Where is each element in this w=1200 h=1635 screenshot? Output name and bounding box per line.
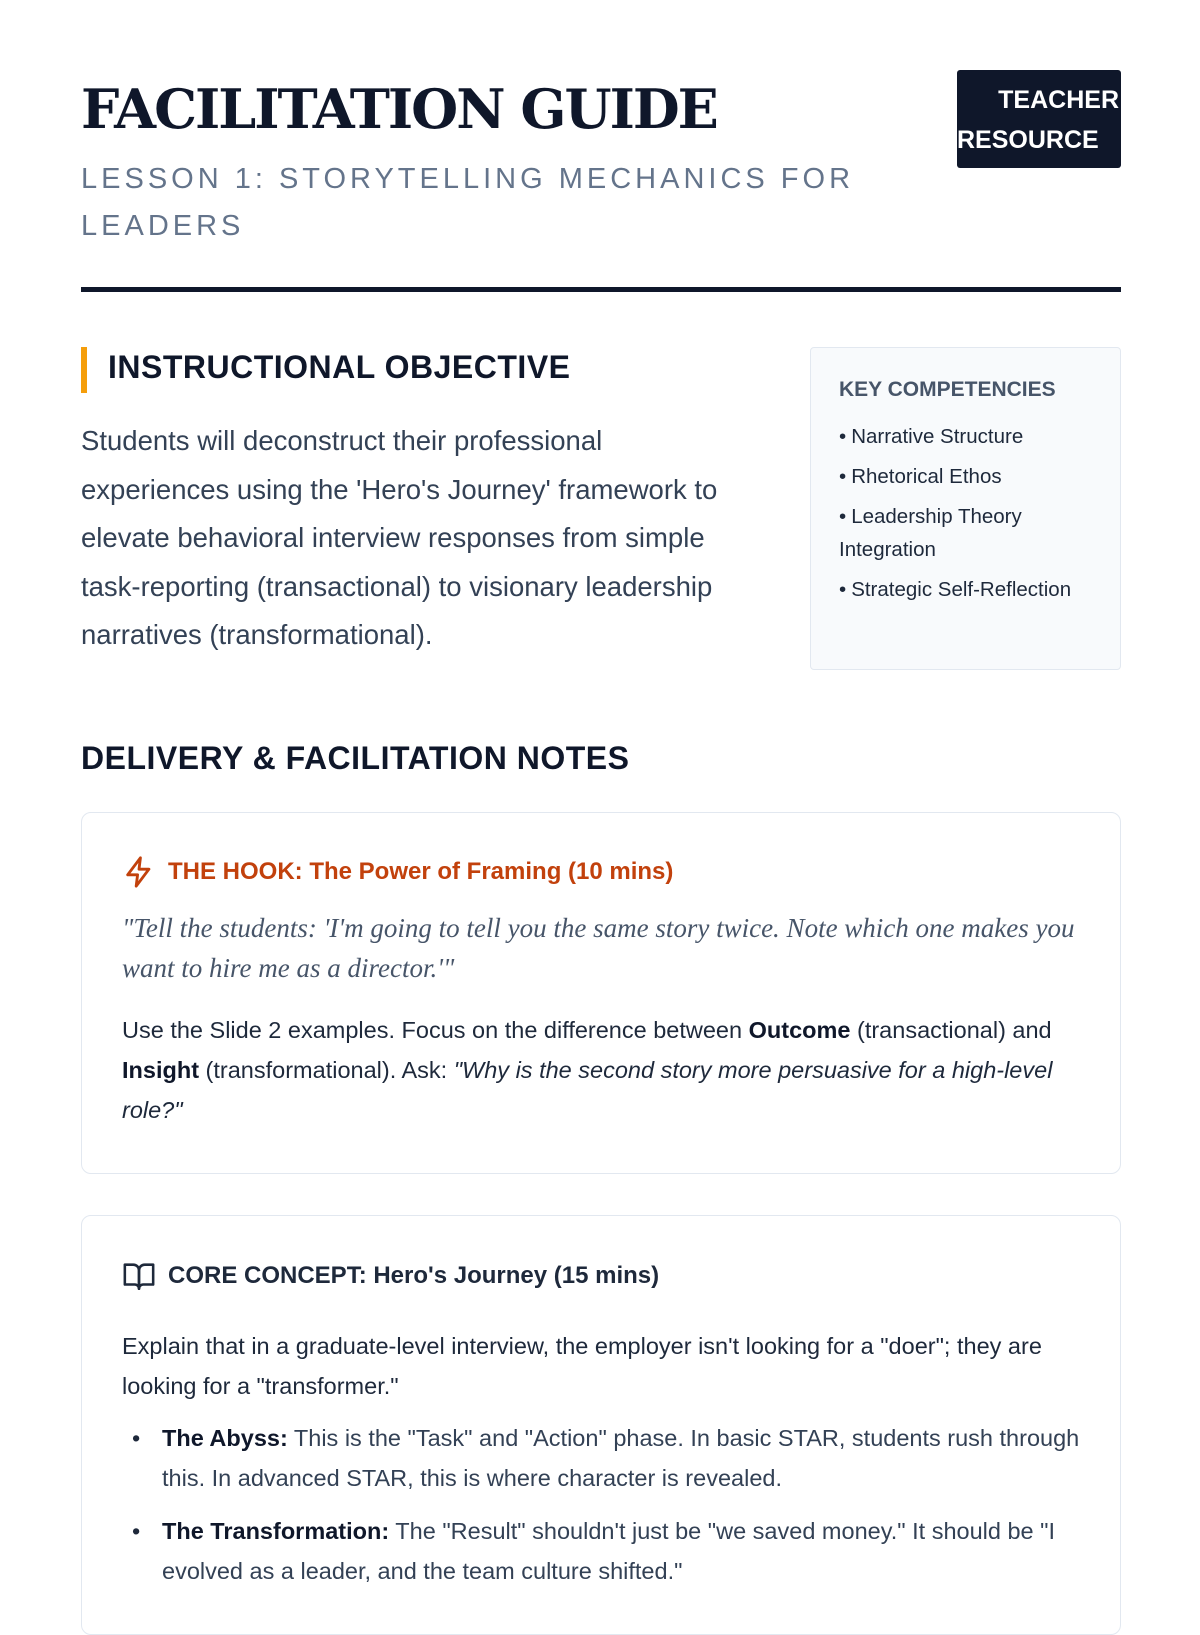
competencies-list bbox=[839, 420, 1092, 606]
hook-body-outcome: Outcome bbox=[748, 1017, 851, 1043]
hook-body-text: (transactional) and bbox=[850, 1017, 1052, 1043]
list-item: • Rhetorical Ethos bbox=[839, 465, 1002, 488]
delivery-notes-title: DELIVERY & FACILITATION NOTES bbox=[81, 740, 630, 776]
objective-accent-bar bbox=[81, 347, 87, 393]
instructional-objective-section bbox=[81, 345, 741, 650]
header-divider bbox=[81, 287, 1121, 292]
competency-label: Leadership Theory Integration bbox=[839, 505, 1022, 561]
core-bullet-list bbox=[122, 1418, 1082, 1604]
book-open-icon bbox=[122, 1259, 156, 1293]
bullet-term: The Transformation: bbox=[162, 1518, 390, 1544]
list-item: • Strategic Self-Reflection bbox=[839, 578, 1072, 601]
core-title: CORE CONCEPT: Hero's Journey (15 mins) bbox=[168, 1262, 660, 1289]
lightning-icon bbox=[122, 855, 156, 889]
core-card-heading bbox=[122, 1259, 659, 1293]
hook-quote: "Tell the students: 'I'm going to tell you the same story twice. Note which one makes you want to hire me as a director.'" bbox=[122, 913, 1075, 983]
list-item: • Leadership Theory Integration bbox=[839, 505, 1022, 561]
list-item: • Narrative Structure bbox=[839, 425, 1024, 448]
hook-body-text: (transformational). Ask: bbox=[199, 1057, 454, 1083]
hook-body-text: Use the Slide 2 examples. Focus on the difference between bbox=[122, 1017, 749, 1043]
competency-label: Narrative Structure bbox=[851, 425, 1024, 448]
hook-body-insight: Insight bbox=[122, 1057, 200, 1083]
hook-body bbox=[122, 1010, 1082, 1130]
list-item: • The Transformation: The "Result" shouldn't just be "we saved money." It should be "I evolved as a leader, and the team culture shifted." bbox=[132, 1518, 1056, 1584]
key-competencies-box bbox=[810, 347, 1121, 670]
teacher-resource-badge bbox=[957, 70, 1121, 168]
badge-line-2: RESOURCE bbox=[957, 126, 1099, 154]
competency-label: Rhetorical Ethos bbox=[851, 465, 1002, 488]
list-item: • The Abyss: This is the "Task" and "Action" phase. In basic STAR, students rush through this. In advanced STAR, this is where character is revealed. bbox=[132, 1425, 1080, 1491]
page-header bbox=[81, 0, 1121, 295]
objective-text: Students will deconstruct their professional experiences using the 'Hero's Journey' framework to elevate behavioral interview responses from simple task-reporting (transactional) to visionary leadership narratives (transformational). bbox=[81, 425, 718, 650]
bullet-text: This is the "Task" and "Action" phase. In basic STAR, students rush through this. In advanced STAR, this is where character is revealed. bbox=[162, 1425, 1080, 1491]
objective-heading bbox=[81, 345, 741, 391]
hook-card-heading bbox=[122, 855, 673, 889]
competencies-title: KEY COMPETENCIES bbox=[839, 378, 1056, 401]
facilitation-guide-page bbox=[81, 0, 1121, 1584]
core-concept-card bbox=[81, 1215, 1121, 1635]
hook-title: THE HOOK: The Power of Framing (10 mins) bbox=[168, 858, 674, 885]
page-title: FACILITATION GUIDE bbox=[81, 77, 717, 141]
badge-line-1: TEACHER bbox=[998, 86, 1119, 114]
objective-title: INSTRUCTIONAL OBJECTIVE bbox=[108, 349, 571, 385]
lesson-subtitle: LESSON 1: STORYTELLING MECHANICS FOR LEADERS bbox=[81, 163, 855, 242]
competency-label: Strategic Self-Reflection bbox=[851, 578, 1072, 601]
core-intro: Explain that in a graduate-level interview, the employer isn't looking for a "doer"; they are looking for a "transformer." bbox=[122, 1333, 1042, 1399]
bullet-term: The Abyss: bbox=[162, 1425, 288, 1451]
bullet-text: The "Result" shouldn't just be "we saved money." It should be "I evolved as a leader, and the team culture shifted." bbox=[162, 1518, 1056, 1584]
hook-body-question: "Why is the second story more persuasive for a high-level role?" bbox=[122, 1057, 1053, 1123]
hook-card bbox=[81, 812, 1121, 1174]
